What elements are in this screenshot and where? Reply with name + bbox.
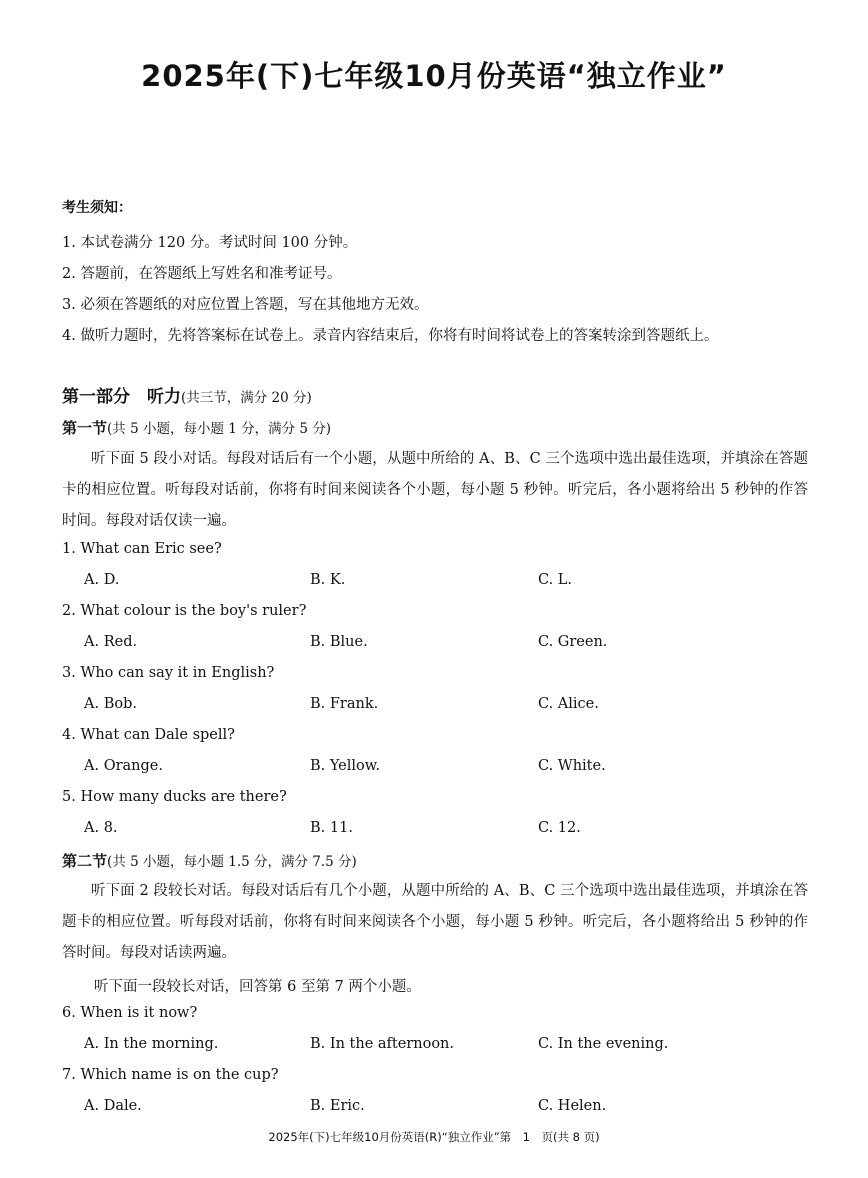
option-a: A. Red.	[84, 634, 138, 650]
option-a: A. Bob.	[84, 696, 137, 712]
options-7	[84, 1098, 804, 1122]
option-b: B. In the afternoon.	[310, 1036, 455, 1052]
section2-title: 第二节	[62, 852, 108, 870]
options-4	[84, 758, 804, 782]
option-c: C. L.	[538, 572, 573, 588]
part1-heading	[62, 382, 312, 407]
option-a: A. 8.	[84, 820, 118, 836]
part1-title: 第一部分 听力	[62, 387, 181, 407]
option-a: A. Orange.	[84, 758, 163, 774]
option-b: B. Frank.	[310, 696, 379, 712]
part1-subtitle: (共三节，满分 20 分)	[181, 390, 312, 406]
note-item: 2. 答题前，在答题纸上写姓名和准考证号。	[62, 266, 342, 282]
option-c: C. White.	[538, 758, 606, 774]
page-title: 2025年(下)七年级10月份英语“独立作业”	[141, 59, 727, 93]
option-c: C. Alice.	[538, 696, 599, 712]
question-3: 3. Who can say it in English?	[62, 665, 275, 681]
option-b: B. Blue.	[310, 634, 368, 650]
options-6	[84, 1036, 804, 1060]
option-b: B. Yellow.	[310, 758, 381, 774]
section1-instructions: 听下面 5 段小对话。每段对话后有一个小题，从题中所给的 A、B、C 三个选项中选出最佳选项，并填涂在答题卡的相应位置。听每段对话前，你将有时间来阅读各个小题，每小题 5 秒钟。听完后，各小题将给出 5 秒钟的作答时间。每段对话仅读一遍。	[62, 451, 808, 529]
option-c: C. 12.	[538, 820, 581, 836]
question-7: 7. Which name is on the cup?	[62, 1067, 279, 1083]
notes-heading: 考生须知：	[62, 200, 132, 216]
option-c: C. In the evening.	[538, 1036, 669, 1052]
option-a: A. D.	[84, 572, 120, 588]
section2-subtitle: (共 5 小题，每小题 1.5 分，满分 7.5 分)	[107, 854, 357, 870]
section1-title: 第一节	[62, 419, 108, 437]
section2-heading	[62, 850, 357, 871]
section2-instructions: 听下面 2 段较长对话。每段对话后有几个小题，从题中所给的 A、B、C 三个选项中选出最佳选项，并填涂在答题卡的相应位置。听每段对话前，你将有时间来阅读各个小题，每小题 5 秒钟。听完后，各小题将给出 5 秒钟的作答时间。每段对话读两遍。	[62, 883, 808, 961]
note-item: 3. 必须在答题纸的对应位置上答题，写在其他地方无效。	[62, 297, 429, 313]
options-3	[84, 696, 804, 720]
option-b: B. 11.	[310, 820, 353, 836]
note-item: 1. 本试卷满分 120 分。考试时间 100 分钟。	[62, 235, 358, 251]
question-4: 4. What can Dale spell?	[62, 727, 235, 743]
options-1	[84, 572, 804, 596]
question-1: 1. What can Eric see?	[62, 541, 222, 557]
option-c: C. Green.	[538, 634, 608, 650]
options-5	[84, 820, 804, 844]
option-a: A. In the morning.	[84, 1036, 219, 1052]
section1-subtitle: (共 5 小题，每小题 1 分，满分 5 分)	[107, 421, 332, 437]
question-6: 6. When is it now?	[62, 1005, 198, 1021]
options-2	[84, 634, 804, 658]
option-b: B. Eric.	[310, 1098, 365, 1114]
option-b: B. K.	[310, 572, 346, 588]
page-footer: 2025年(下)七年级10月份英语(R)“独立作业”第 1 页(共 8 页)	[268, 1130, 600, 1144]
exam-notes	[62, 228, 842, 352]
question-5: 5. How many ducks are there?	[62, 789, 287, 805]
note-item: 4. 做听力题时，先将答案标在试卷上。录音内容结束后，你将有时间将试卷上的答案转涂到答题纸上。	[62, 328, 719, 344]
option-a: A. Dale.	[84, 1098, 142, 1114]
option-c: C. Helen.	[538, 1098, 607, 1114]
section1-heading	[62, 417, 331, 438]
section2-intro: 听下面一段较长对话，回答第 6 至第 7 两个小题。	[94, 979, 421, 995]
question-2: 2. What colour is the boy's ruler?	[62, 603, 307, 619]
